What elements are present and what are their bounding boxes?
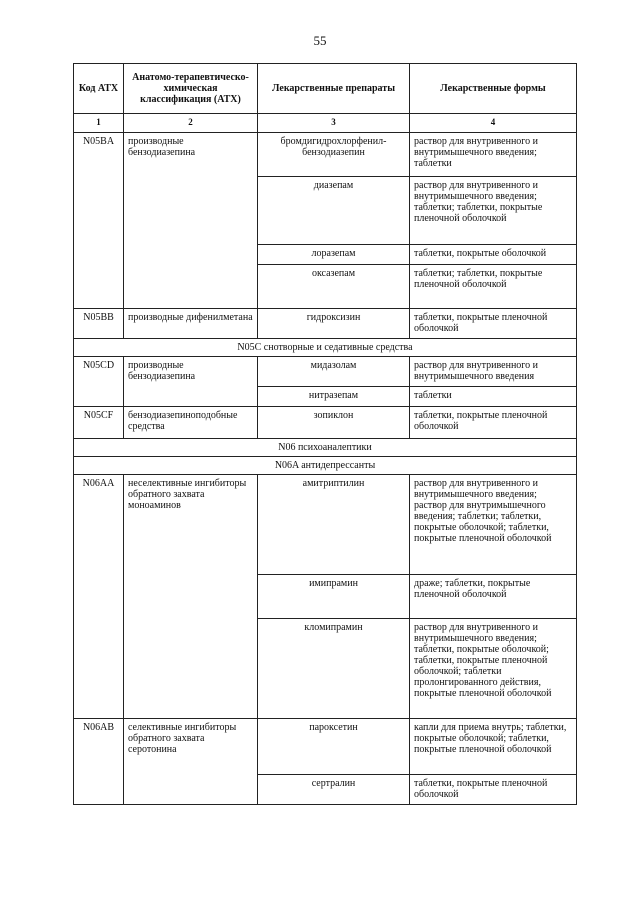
drug-forms: раствор для внутривенного и внутримышечного введения; таблетки [410,133,577,177]
drug-name: лоразепам [258,245,410,265]
drug-forms: таблетки, покрытые оболочкой [410,245,577,265]
table-row [74,719,577,775]
column-number: 2 [124,114,258,133]
column-number: 4 [410,114,577,133]
drug-forms: драже; таблетки, покрытые пленочной оболочкой [410,575,577,619]
page-number: 55 [313,33,327,48]
table-row [74,133,577,177]
table-row [74,407,577,439]
table-row [74,357,577,387]
section-heading: N06A антидепрессанты [74,457,577,475]
drug-forms: таблетки, покрытые пленочной оболочкой [410,775,577,805]
section-heading: N05C снотворные и седативные средства [74,339,577,357]
drug-name: гидроксизин [258,309,410,339]
section-row [74,457,577,475]
drug-name: оксазепам [258,265,410,309]
drug-forms: раствор для внутривенного и внутримышечного введения; раствор для внутримышечного введения; таблетки; таблетки, покрытые оболочкой; таблетки, покрытые пленочной оболочкой [410,475,577,575]
drug-forms: таблетки, покрытые пленочной оболочкой [410,407,577,439]
drug-forms: таблетки; таблетки, покрытые пленочной оболочкой [410,265,577,309]
drug-name: кломипрамин [258,619,410,719]
drug-name: амитриптилин [258,475,410,575]
header-classification: Анатомо-терапевтическо-химическая классификация (АТХ) [124,64,258,114]
column-number: 1 [74,114,124,133]
atx-classification: производные дифенилметана [124,309,258,339]
atx-table [73,63,577,805]
atx-classification: производные бензодиазепина [124,357,258,407]
atx-classification: бензодиазепиноподобные средства [124,407,258,439]
drug-forms: раствор для внутривенного и внутримышечного введения [410,357,577,387]
atx-code: N05CF [74,407,124,439]
drug-name: зопиклон [258,407,410,439]
section-row [74,339,577,357]
drug-forms: таблетки, покрытые пленочной оболочкой [410,309,577,339]
atx-code: N05BB [74,309,124,339]
header-forms: Лекарственные формы [410,64,577,114]
section-heading: N06 психоаналептики [74,439,577,457]
drug-name: имипрамин [258,575,410,619]
drug-forms: капли для приема внутрь; таблетки, покрытые оболочкой; таблетки, покрытые пленочной оболочкой [410,719,577,775]
drug-name: бромдигидрохлорфенил-бензодиазепин [258,133,410,177]
atx-classification: селективные ингибиторы обратного захвата серотонина [124,719,258,805]
column-number: 3 [258,114,410,133]
drug-name: пароксетин [258,719,410,775]
atx-code: N05CD [74,357,124,407]
drug-forms: раствор для внутривенного и внутримышечного введения; таблетки; таблетки, покрытые пленочной оболочкой [410,177,577,245]
header-code: Код АТХ [74,64,124,114]
atx-code: N05BA [74,133,124,309]
atx-code: N06AB [74,719,124,805]
atx-code: N06AA [74,475,124,719]
atx-classification: неселективные ингибиторы обратного захвата моноаминов [124,475,258,719]
table-header-row [74,64,577,114]
section-row [74,439,577,457]
drug-forms: таблетки [410,387,577,407]
table-row [74,309,577,339]
drug-forms: раствор для внутривенного и внутримышечного введения; таблетки, покрытые оболочкой; таблетки, покрытые пленочной оболочкой; таблетки пролонгированного действия, покрытые пленочной оболочкой [410,619,577,719]
column-number-row [74,114,577,133]
atx-classification: производные бензодиазепина [124,133,258,309]
drug-name: мидазолам [258,357,410,387]
drug-name: нитразепам [258,387,410,407]
drug-name: диазепам [258,177,410,245]
drug-name: сертралин [258,775,410,805]
table-row [74,475,577,575]
header-drugs: Лекарственные препараты [258,64,410,114]
